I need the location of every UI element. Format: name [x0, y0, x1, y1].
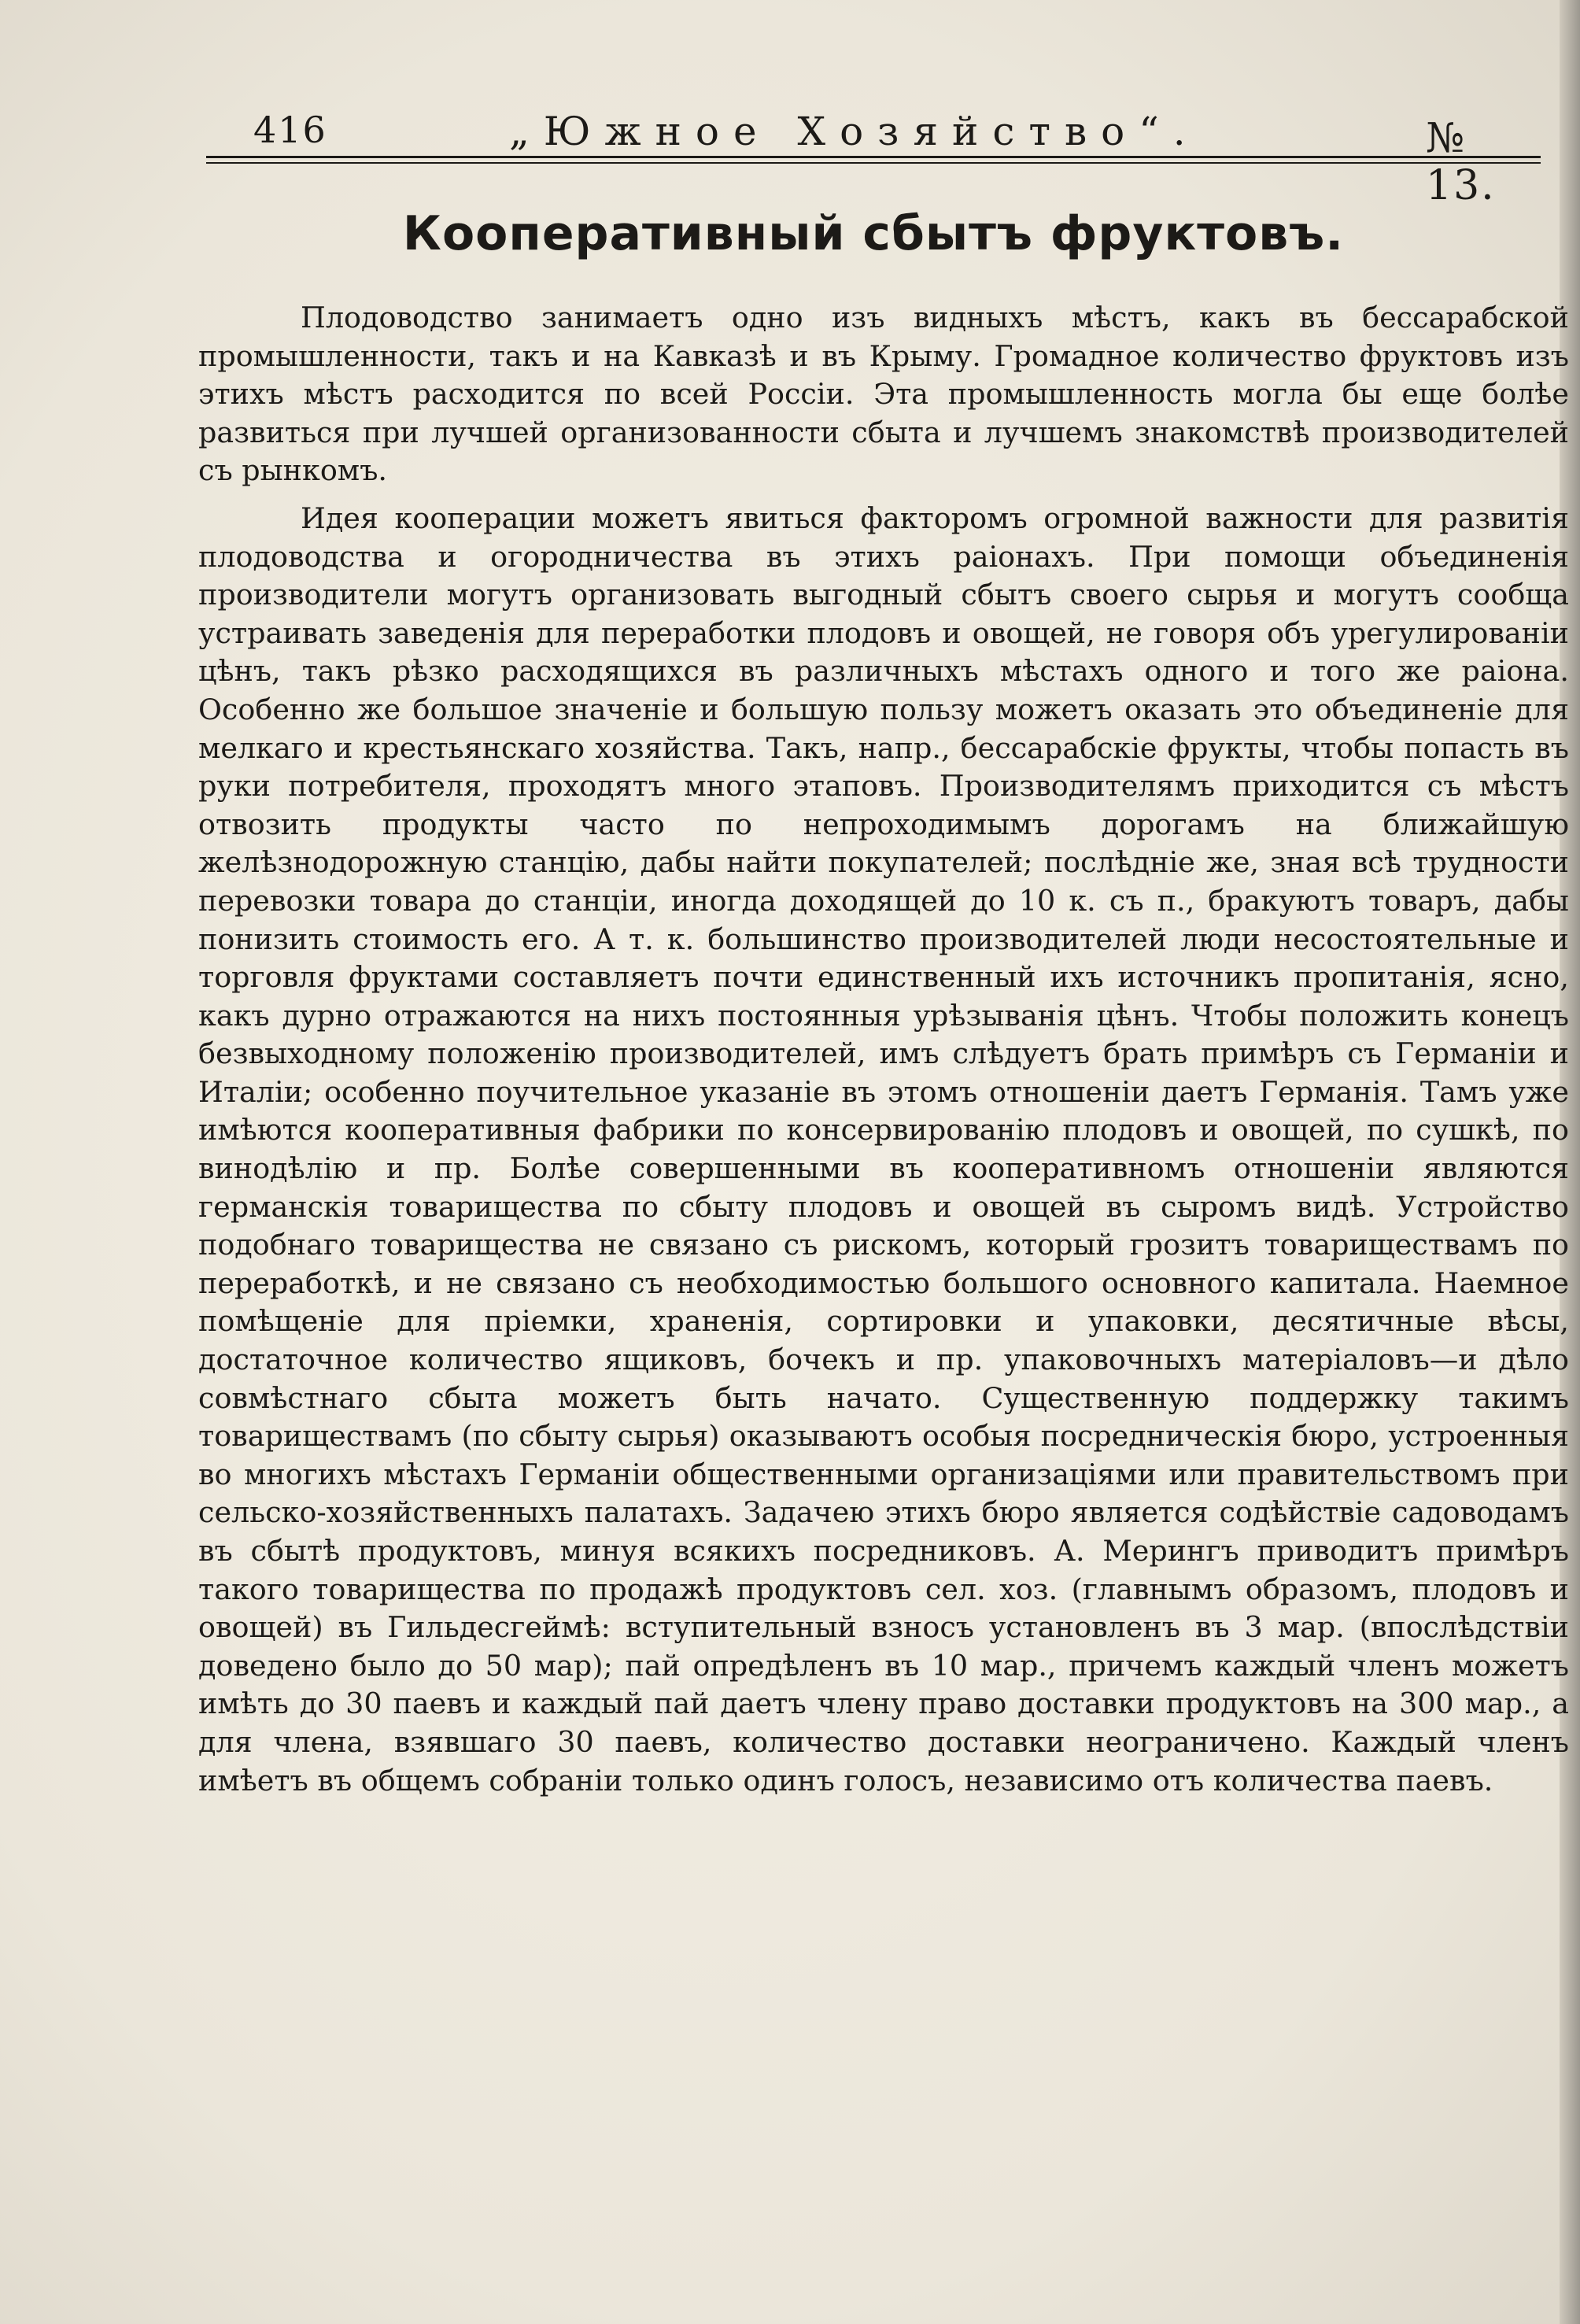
paragraph-2: Идея кооперации можетъ явиться факторомъ огромной важности для развитія плодоводства и огородничества въ этихъ раіонахъ. При помощи объединенія производители могутъ организовать выгодный сбытъ своего сырья и могутъ сообща устраивать заведенія для переработки плодовъ и овощей, не говоря объ урегулированіи цѣнъ, такъ рѣзко расходящихся въ различныхъ мѣстахъ одного и того же раіона. Особенно же большое значеніе и большую пользу можетъ оказать это объединеніе для мелкаго и крестьянскаго хозяйства. Такъ, напр., бессарабскіе фрукты, чтобы попасть въ руки потребителя, проходятъ много этаповъ. Производителямъ приходится съ мѣстъ отвозить продукты часто по непроходимымъ дорогамъ на ближайшую желѣзнодорожную станцію, дабы найти покупателей; послѣдніе же, зная всѣ трудности перевозки товара до станціи, иногда доходящей до 10 к. съ п., бракуютъ товаръ, дабы понизить стоимость его. А т. к. большинство производителей люди несостоятельные и торговля фруктами составляетъ почти единственный ихъ источникъ пропитанія, ясно, какъ дурно отражаются на нихъ постоянныя урѣзыванія цѣнъ. Чтобы положить конецъ безвыходному положенію производителей, имъ слѣдуетъ брать примѣръ съ Германіи и Италіи; особенно поучительное указаніе въ этомъ отношеніи даетъ Германія. Тамъ уже имѣются кооперативныя фабрики по консервированію плодовъ и овощей, по сушкѣ, по винодѣлію и пр. Болѣе совершенными въ кооперативномъ отношеніи являются германскія товарищества по сбыту плодовъ и овощей въ сыромъ видѣ. Устройство подобнаго товарищества не связано съ рискомъ, который грозитъ товариществамъ по переработкѣ, и не связано съ необходимостью большого основного капитала. Наемное помѣщеніе для пріемки, храненія, сортировки и упаковки, десятичные вѣсы, достаточное количество ящиковъ, бочекъ и пр. упаковочныхъ матеріаловъ—и дѣло совмѣстнаго сбыта можетъ быть начато. Существенную поддержку такимъ товариществамъ (по сбыту сырья) оказываютъ особыя посредническія бюро, устроенныя во многихъ мѣстахъ Германіи общественными организаціями или правительствомъ при сельско-хозяйственныхъ палатахъ. Задачею этихъ бюро является содѣйствіе садоводамъ въ сбытѣ продуктовъ, минуя всякихъ посредниковъ. А. Мерингъ приводитъ примѣръ такого товарищества по продажѣ продуктовъ сел. хоз. (главнымъ образомъ, плодовъ и овощей) въ Гильдесгеймѣ: вступительный взносъ установленъ въ 3 мар. (впослѣдствіи доведено было до 50 мар); пай опредѣленъ въ 10 мар., причемъ каждый членъ можетъ имѣть до 30 паевъ и каждый пай даетъ члену право доставки продуктовъ на 300 мар., а для члена, взявшаго 30 паевъ, количество доставки неограничено. Каждый членъ имѣетъ въ общемъ собраніи только одинъ голосъ, независимо отъ количества паевъ. — [198, 501, 1569, 1797]
header-rule-secondary — [206, 162, 1541, 164]
journal-title: „Южное Хозяйство“. — [509, 109, 1200, 154]
paragraph-1: Плодоводство занимаетъ одно изъ видныхъ мѣстъ, какъ въ бессарабской промышленности, такъ и на Кавказѣ и въ Крыму. Громадное количество фруктовъ изъ этихъ мѣстъ расходится по всей Россіи. Эта промышленность могла бы еще болѣе развиться при лучшей организованности сбыта и лучшемъ знакомствѣ производителей съ рынкомъ. — [198, 301, 1569, 488]
issue-number: № 13. — [1426, 115, 1496, 209]
article-title: Кооперативный сбытъ фруктовъ. — [402, 206, 1345, 261]
running-header — [206, 109, 1544, 209]
article-body — [198, 299, 1569, 1800]
page-number: 416 — [253, 109, 327, 151]
header-rule — [206, 156, 1541, 158]
